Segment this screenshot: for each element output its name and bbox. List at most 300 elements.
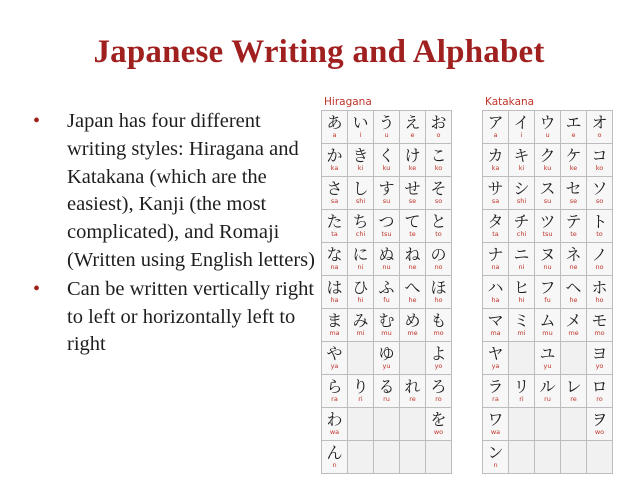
katakana-character: ナ — [487, 245, 504, 264]
hiragana-romaji: fu — [383, 296, 390, 304]
katakana-cell — [509, 243, 535, 276]
hiragana-character: ね — [404, 245, 421, 264]
katakana-cell — [587, 309, 613, 342]
hiragana-character: む — [378, 311, 395, 330]
katakana-character: レ — [565, 377, 582, 396]
hiragana-character: ま — [326, 311, 343, 330]
hiragana-character: そ — [430, 179, 447, 198]
hiragana-romaji: to — [435, 230, 442, 238]
hiragana-row — [322, 144, 452, 177]
katakana-romaji: ma — [490, 329, 501, 337]
hiragana-romaji: mi — [356, 329, 365, 337]
katakana-row — [483, 441, 613, 474]
katakana-cell — [509, 144, 535, 177]
hiragana-cell — [348, 276, 374, 309]
hiragana-cell — [322, 210, 348, 243]
katakana-row — [483, 243, 613, 276]
katakana-cell — [535, 210, 561, 243]
hiragana-cell — [426, 342, 452, 375]
katakana-romaji: ha — [491, 296, 500, 304]
hiragana-romaji: a — [332, 131, 337, 139]
hiragana-character: つ — [378, 212, 395, 231]
hiragana-cell — [322, 177, 348, 210]
katakana-cell — [561, 111, 587, 144]
hiragana-chart — [321, 96, 452, 474]
hiragana-cell — [348, 210, 374, 243]
hiragana-romaji: mo — [433, 329, 444, 337]
hiragana-row — [322, 309, 452, 342]
katakana-romaji: ta — [492, 230, 499, 238]
hiragana-romaji: ha — [330, 296, 339, 304]
katakana-romaji: hi — [518, 296, 525, 304]
hiragana-character: て — [404, 212, 421, 231]
hiragana-romaji: ka — [330, 164, 339, 172]
hiragana-character: さ — [326, 179, 343, 198]
katakana-romaji: mi — [517, 329, 526, 337]
hiragana-cell — [426, 210, 452, 243]
hiragana-romaji: yo — [434, 362, 443, 370]
hiragana-character: ち — [352, 212, 369, 231]
katakana-character: メ — [565, 311, 582, 330]
katakana-romaji: to — [596, 230, 603, 238]
hiragana-romaji: ma — [329, 329, 340, 337]
hiragana-character: ら — [326, 377, 343, 396]
katakana-romaji: i — [520, 131, 523, 139]
katakana-character: ハ — [487, 278, 504, 297]
hiragana-character: み — [352, 311, 369, 330]
hiragana-cell — [426, 408, 452, 441]
katakana-character: ム — [539, 311, 556, 330]
katakana-cell — [561, 177, 587, 210]
hiragana-romaji: na — [330, 263, 339, 271]
hiragana-romaji: ke — [408, 164, 417, 172]
katakana-cell — [561, 243, 587, 276]
hiragana-romaji: so — [434, 197, 443, 205]
hiragana-empty-cell — [400, 441, 426, 474]
hiragana-character: せ — [404, 179, 421, 198]
katakana-romaji: mu — [542, 329, 553, 337]
katakana-cell — [483, 276, 509, 309]
hiragana-romaji: he — [408, 296, 417, 304]
hiragana-cell — [322, 375, 348, 408]
katakana-cell — [483, 111, 509, 144]
katakana-row — [483, 111, 613, 144]
katakana-romaji: ki — [518, 164, 525, 172]
katakana-romaji: n — [493, 461, 498, 469]
katakana-cell — [535, 309, 561, 342]
hiragana-cell — [374, 177, 400, 210]
hiragana-row — [322, 276, 452, 309]
hiragana-romaji: ni — [357, 263, 364, 271]
katakana-empty-cell — [561, 441, 587, 474]
hiragana-character: れ — [404, 377, 421, 396]
hiragana-empty-cell — [426, 441, 452, 474]
katakana-character: シ — [513, 179, 530, 198]
katakana-cell — [535, 177, 561, 210]
katakana-romaji: nu — [543, 263, 552, 271]
katakana-character: ミ — [513, 311, 530, 330]
katakana-cell — [509, 375, 535, 408]
hiragana-character: あ — [326, 113, 343, 132]
katakana-romaji: chi — [516, 230, 527, 238]
hiragana-romaji: ho — [434, 296, 443, 304]
katakana-row — [483, 408, 613, 441]
katakana-character: テ — [565, 212, 582, 231]
katakana-character: オ — [591, 113, 608, 132]
katakana-romaji: o — [597, 131, 602, 139]
hiragana-character: わ — [326, 410, 343, 429]
hiragana-romaji: ri — [358, 395, 363, 403]
hiragana-character: た — [326, 212, 343, 231]
katakana-row — [483, 342, 613, 375]
hiragana-romaji: ro — [435, 395, 442, 403]
katakana-cell — [535, 342, 561, 375]
katakana-cell — [483, 342, 509, 375]
hiragana-cell — [400, 375, 426, 408]
katakana-romaji: ka — [491, 164, 500, 172]
katakana-row — [483, 309, 613, 342]
katakana-romaji: ra — [492, 395, 499, 403]
katakana-character: ウ — [539, 113, 556, 132]
hiragana-romaji: o — [436, 131, 441, 139]
katakana-character: ニ — [513, 245, 530, 264]
bullet-item — [30, 108, 315, 275]
katakana-cell — [587, 243, 613, 276]
katakana-character: ネ — [565, 245, 582, 264]
hiragana-romaji: ra — [331, 395, 338, 403]
hiragana-row — [322, 210, 452, 243]
hiragana-romaji: n — [332, 461, 337, 469]
katakana-cell — [587, 210, 613, 243]
hiragana-cell — [322, 276, 348, 309]
katakana-romaji: mo — [594, 329, 605, 337]
hiragana-row — [322, 342, 452, 375]
katakana-character: ソ — [591, 179, 608, 198]
katakana-cell — [483, 243, 509, 276]
hiragana-romaji: se — [408, 197, 417, 205]
katakana-character: マ — [487, 311, 504, 330]
katakana-chart — [482, 96, 613, 474]
katakana-romaji: ro — [596, 395, 603, 403]
katakana-grid — [482, 110, 613, 474]
katakana-empty-cell — [535, 408, 561, 441]
katakana-character: モ — [591, 311, 608, 330]
katakana-character: ン — [487, 443, 504, 462]
katakana-cell — [587, 177, 613, 210]
hiragana-romaji: chi — [355, 230, 366, 238]
hiragana-cell — [374, 144, 400, 177]
katakana-character: ラ — [487, 377, 504, 396]
katakana-romaji: ke — [569, 164, 578, 172]
hiragana-cell — [374, 243, 400, 276]
katakana-cell — [561, 144, 587, 177]
hiragana-character: し — [352, 179, 369, 198]
katakana-character: ツ — [539, 212, 556, 231]
hiragana-grid — [321, 110, 452, 474]
katakana-romaji: so — [595, 197, 604, 205]
hiragana-cell — [348, 144, 374, 177]
katakana-character: サ — [487, 179, 504, 198]
hiragana-cell — [348, 243, 374, 276]
katakana-character: ヒ — [513, 278, 530, 297]
hiragana-empty-cell — [374, 441, 400, 474]
katakana-cell — [587, 276, 613, 309]
katakana-cell — [587, 375, 613, 408]
hiragana-romaji: shi — [355, 197, 366, 205]
hiragana-cell — [400, 210, 426, 243]
katakana-romaji: ni — [518, 263, 525, 271]
hiragana-cell — [374, 210, 400, 243]
hiragana-character: こ — [430, 146, 447, 165]
hiragana-character: ふ — [378, 278, 395, 297]
katakana-cell — [561, 375, 587, 408]
hiragana-character: よ — [430, 344, 447, 363]
katakana-character: ホ — [591, 278, 608, 297]
katakana-empty-cell — [509, 408, 535, 441]
bullet-marker: • — [33, 277, 41, 300]
hiragana-cell — [400, 144, 426, 177]
katakana-romaji: me — [568, 329, 579, 337]
hiragana-cell — [426, 177, 452, 210]
katakana-cell — [561, 309, 587, 342]
katakana-empty-cell — [535, 441, 561, 474]
katakana-romaji: re — [570, 395, 577, 403]
katakana-romaji: ku — [543, 164, 552, 172]
hiragana-cell — [400, 276, 426, 309]
katakana-character: ヘ — [565, 278, 582, 297]
hiragana-character: は — [326, 278, 343, 297]
katakana-cell — [587, 342, 613, 375]
katakana-character: ト — [591, 212, 608, 231]
katakana-character: キ — [513, 146, 530, 165]
hiragana-empty-cell — [374, 408, 400, 441]
katakana-romaji: shi — [516, 197, 527, 205]
katakana-romaji: wa — [490, 428, 501, 436]
hiragana-cell — [374, 309, 400, 342]
katakana-romaji: ne — [569, 263, 578, 271]
hiragana-romaji: ki — [357, 164, 364, 172]
katakana-cell — [535, 243, 561, 276]
hiragana-character: も — [430, 311, 447, 330]
hiragana-empty-cell — [348, 441, 374, 474]
hiragana-character: う — [378, 113, 395, 132]
hiragana-romaji: wa — [329, 428, 340, 436]
katakana-character: ケ — [565, 146, 582, 165]
katakana-romaji: u — [545, 131, 550, 139]
katakana-cell — [587, 408, 613, 441]
katakana-character: セ — [565, 179, 582, 198]
hiragana-cell — [374, 276, 400, 309]
hiragana-character: ほ — [430, 278, 447, 297]
katakana-character: タ — [487, 212, 504, 231]
katakana-character: フ — [539, 278, 556, 297]
katakana-romaji: ru — [544, 395, 551, 403]
hiragana-romaji: wo — [433, 428, 444, 436]
hiragana-row — [322, 441, 452, 474]
hiragana-character: る — [378, 377, 395, 396]
hiragana-romaji: re — [409, 395, 416, 403]
hiragana-cell — [322, 243, 348, 276]
hiragana-romaji: ne — [408, 263, 417, 271]
hiragana-romaji: ku — [382, 164, 391, 172]
katakana-romaji: yu — [543, 362, 552, 370]
hiragana-cell — [426, 144, 452, 177]
hiragana-cell — [322, 144, 348, 177]
katakana-romaji: te — [570, 230, 577, 238]
katakana-romaji: sa — [491, 197, 500, 205]
bullet-text: Japan has four different writing styles: Hiragana and Katakana (which are the easiest), Kanji (the most complicated), and Romaji (Written using English letters) — [67, 110, 315, 271]
katakana-character: リ — [513, 377, 530, 396]
katakana-romaji: fu — [544, 296, 551, 304]
hiragana-character: き — [352, 146, 369, 165]
katakana-romaji: ya — [491, 362, 500, 370]
hiragana-character: へ — [404, 278, 421, 297]
hiragana-cell — [400, 177, 426, 210]
hiragana-character: ひ — [352, 278, 369, 297]
hiragana-cell — [348, 111, 374, 144]
katakana-cell — [535, 276, 561, 309]
hiragana-cell — [426, 243, 452, 276]
hiragana-cell — [400, 309, 426, 342]
bullet-marker: • — [33, 110, 41, 132]
katakana-cell — [483, 177, 509, 210]
hiragana-cell — [426, 111, 452, 144]
katakana-character: ヲ — [591, 410, 608, 429]
hiragana-cell — [426, 309, 452, 342]
hiragana-character: と — [430, 212, 447, 231]
katakana-romaji: su — [543, 197, 552, 205]
hiragana-character: や — [326, 344, 343, 363]
katakana-character: ワ — [487, 410, 504, 429]
hiragana-empty-cell — [348, 408, 374, 441]
hiragana-cell — [348, 375, 374, 408]
hiragana-cell — [374, 342, 400, 375]
hiragana-character: か — [326, 146, 343, 165]
hiragana-romaji: sa — [330, 197, 339, 205]
hiragana-romaji: su — [382, 197, 391, 205]
hiragana-row — [322, 243, 452, 276]
katakana-character: カ — [487, 146, 504, 165]
hiragana-character: の — [430, 245, 447, 264]
katakana-romaji: tsu — [542, 230, 553, 238]
hiragana-romaji: ya — [330, 362, 339, 370]
katakana-empty-cell — [509, 441, 535, 474]
katakana-character: チ — [513, 212, 530, 231]
hiragana-cell — [400, 111, 426, 144]
katakana-empty-cell — [561, 408, 587, 441]
hiragana-cell — [348, 309, 374, 342]
bullet-text: Can be written vertically right to left or horizontally left to right — [67, 277, 315, 356]
hiragana-cell — [400, 243, 426, 276]
hiragana-romaji: nu — [382, 263, 391, 271]
hiragana-romaji: te — [409, 230, 416, 238]
hiragana-row — [322, 111, 452, 144]
katakana-row — [483, 177, 613, 210]
hiragana-romaji: ru — [383, 395, 390, 403]
hiragana-cell — [426, 375, 452, 408]
katakana-cell — [509, 210, 535, 243]
hiragana-cell — [374, 111, 400, 144]
katakana-cell — [483, 408, 509, 441]
hiragana-cell — [348, 177, 374, 210]
katakana-cell — [509, 177, 535, 210]
hiragana-row — [322, 375, 452, 408]
hiragana-cell — [322, 441, 348, 474]
hiragana-romaji: hi — [357, 296, 364, 304]
slide-title: Japanese Writing and Alphabet — [93, 34, 545, 70]
hiragana-romaji: u — [384, 131, 389, 139]
katakana-character: コ — [591, 146, 608, 165]
katakana-chart-label: Katakana — [485, 96, 535, 108]
hiragana-character: を — [430, 410, 447, 429]
katakana-cell — [483, 309, 509, 342]
hiragana-character: え — [404, 113, 421, 132]
hiragana-cell — [374, 375, 400, 408]
hiragana-character: い — [352, 113, 369, 132]
katakana-character: ス — [539, 179, 556, 198]
katakana-romaji: se — [569, 197, 578, 205]
katakana-cell — [587, 144, 613, 177]
katakana-character: ル — [539, 377, 556, 396]
hiragana-character: ろ — [430, 377, 447, 396]
katakana-row — [483, 210, 613, 243]
katakana-empty-cell — [561, 342, 587, 375]
katakana-romaji: a — [493, 131, 498, 139]
katakana-cell — [587, 111, 613, 144]
katakana-romaji: no — [595, 263, 604, 271]
katakana-romaji: ho — [595, 296, 604, 304]
bullet-list — [30, 108, 315, 360]
katakana-cell — [561, 276, 587, 309]
hiragana-row — [322, 177, 452, 210]
hiragana-cell — [322, 309, 348, 342]
hiragana-character: け — [404, 146, 421, 165]
katakana-character: イ — [513, 113, 530, 132]
hiragana-empty-cell — [400, 408, 426, 441]
hiragana-character: ぬ — [378, 245, 395, 264]
hiragana-character: お — [430, 113, 447, 132]
katakana-cell — [483, 144, 509, 177]
katakana-romaji: wo — [594, 428, 605, 436]
katakana-cell — [535, 144, 561, 177]
katakana-character: エ — [565, 113, 582, 132]
katakana-cell — [483, 210, 509, 243]
katakana-romaji: ri — [519, 395, 524, 403]
katakana-row — [483, 375, 613, 408]
katakana-character: ア — [487, 113, 504, 132]
hiragana-character: に — [352, 245, 369, 264]
hiragana-character: ん — [326, 443, 343, 462]
hiragana-character: す — [378, 179, 395, 198]
katakana-cell — [535, 375, 561, 408]
katakana-character: ロ — [591, 377, 608, 396]
hiragana-romaji: yu — [382, 362, 391, 370]
hiragana-romaji: tsu — [381, 230, 392, 238]
katakana-cell — [561, 210, 587, 243]
hiragana-character: な — [326, 245, 343, 264]
katakana-romaji: e — [571, 131, 576, 139]
hiragana-empty-cell — [400, 342, 426, 375]
hiragana-romaji: ko — [434, 164, 443, 172]
katakana-cell — [509, 276, 535, 309]
bullet-item — [30, 276, 315, 359]
katakana-romaji: yo — [595, 362, 604, 370]
hiragana-cell — [322, 408, 348, 441]
katakana-character: ユ — [539, 344, 556, 363]
hiragana-cell — [322, 342, 348, 375]
hiragana-romaji: ta — [331, 230, 338, 238]
katakana-romaji: na — [491, 263, 500, 271]
